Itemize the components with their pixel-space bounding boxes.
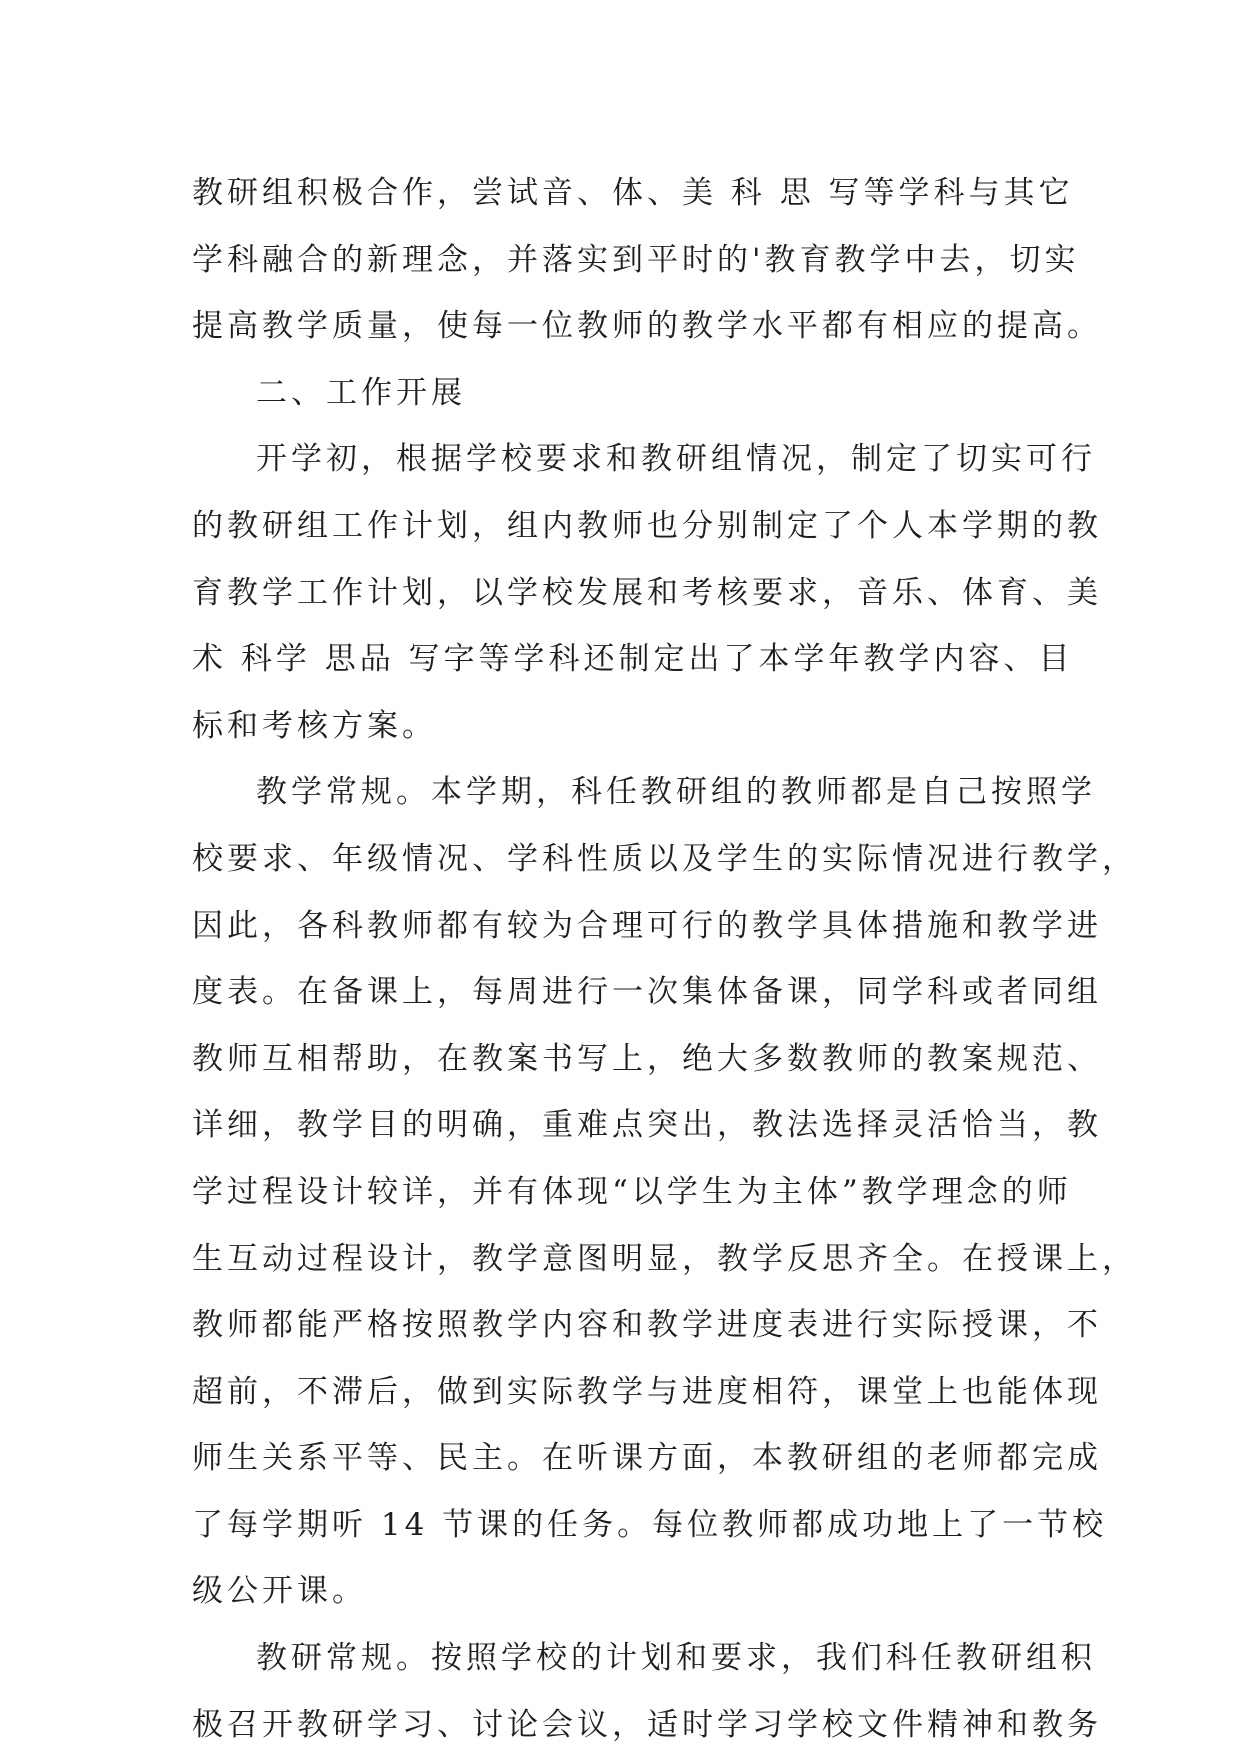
text-line: 详细，教学目的明确，重难点突出，教法选择灵活恰当，教 bbox=[192, 1107, 1102, 1144]
text-line: 师生关系平等、民主。在听课方面，本教研组的老师都完成 bbox=[192, 1440, 1102, 1477]
text-line: 级公开课。 bbox=[192, 1573, 367, 1610]
text-line: 提高教学质量，使每一位教师的教学水平都有相应的提高。 bbox=[192, 308, 1102, 345]
text-line: 标和考核方案。 bbox=[192, 707, 437, 744]
text-line: 超前，不滞后，做到实际教学与进度相符，课堂上也能体现 bbox=[192, 1373, 1102, 1410]
body-text bbox=[192, 160, 1137, 1758]
text-line: 教研常规。按照学校的计划和要求，我们科任教研组积 bbox=[256, 1640, 1096, 1677]
text-line: 教师互相帮助，在教案书写上，绝大多数教师的教案规范、 bbox=[192, 1040, 1102, 1077]
text-line: 校要求、年级情况、学科性质以及学生的实际情况进行教学， bbox=[192, 840, 1137, 877]
text-line: 教师都能严格按照教学内容和教学进度表进行实际授课，不 bbox=[192, 1307, 1102, 1344]
text-line: 度表。在备课上，每周进行一次集体备课，同学科或者同组 bbox=[192, 974, 1102, 1011]
text-line: 学科融合的新理念，并落实到平时的'教育教学中去，切实 bbox=[192, 241, 1080, 278]
text-line: 极召开教研学习、讨论会议，适时学习学校文件精神和教务 bbox=[192, 1706, 1102, 1743]
text-line: 教学常规。本学期，科任教研组的教师都是自己按照学 bbox=[256, 774, 1096, 811]
text-line: 术 科学 思品 写字等学科还制定出了本学年教学内容、目 bbox=[192, 641, 1074, 678]
text-line: 开学初，根据学校要求和教研组情况，制定了切实可行 bbox=[256, 441, 1096, 478]
text-line: 学过程设计较详，并有体现“以学生为主体”教学理念的师 bbox=[192, 1173, 1072, 1210]
text-line: 因此，各科教师都有较为合理可行的教学具体措施和教学进 bbox=[192, 907, 1102, 944]
text-line: 的教研组工作计划，组内教师也分别制定了个人本学期的教 bbox=[192, 507, 1102, 544]
section-heading: 二、工作开展 bbox=[256, 374, 466, 411]
text-line: 生互动过程设计，教学意图明显，教学反思齐全。在授课上， bbox=[192, 1240, 1137, 1277]
text-line: 了每学期听 14 节课的任务。每位教师都成功地上了一节校 bbox=[192, 1506, 1108, 1543]
text-line: 教研组积极合作，尝试音、体、美 科 思 写等学科与其它 bbox=[192, 175, 1074, 211]
text-line: 育教学工作计划，以学校发展和考核要求，音乐、体育、美 bbox=[192, 574, 1102, 611]
